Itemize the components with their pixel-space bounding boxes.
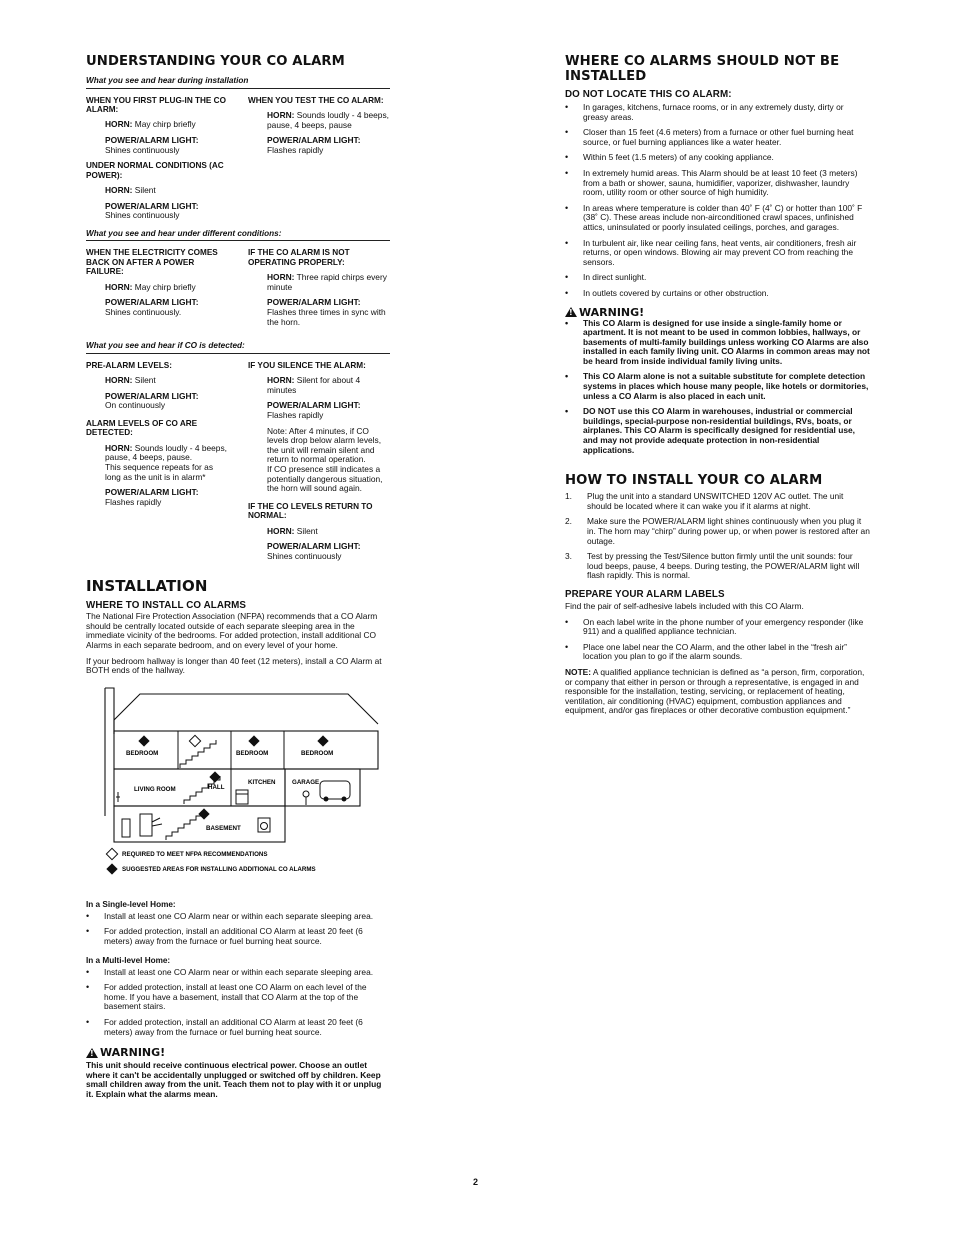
test-horn: HORN: Sounds loudly - 4 beeps, pause, 4 beeps, pause <box>267 110 389 130</box>
install-grid <box>86 96 390 221</box>
power-back-horn: HORN: May chirp briefly <box>105 281 196 292</box>
installation-title: INSTALLATION <box>86 577 208 596</box>
return-label: IF THE CO LEVELS RETURN TO NORMAL: <box>248 501 373 521</box>
list-item: • DO NOT use this CO Alarm in warehouses, industrial or commercial buildings, special-purpose non-residential buildings, RVs, boats, or airplanes. This CO Alarm is specifically designed for residential use, and may not provide adequate protection in non-residential applications. <box>565 407 870 455</box>
not-installed-warning-list <box>565 319 870 456</box>
legend-suggested-icon <box>106 863 117 874</box>
detected-col-left <box>86 361 228 562</box>
not-working-label: IF THE CO ALARM IS NOT OPERATING PROPERLY: <box>248 248 350 267</box>
labels-intro: Find the pair of self-adhesive labels included with this CO Alarm. <box>565 600 804 611</box>
bedroom-2-label: BEDROOM <box>236 749 269 757</box>
right-column <box>565 54 870 716</box>
pre-alarm-label: PRE-ALARM LEVELS: <box>86 360 172 370</box>
list-item: • In outlets covered by curtains or other obstruction. <box>565 289 870 299</box>
warning-icon <box>86 1048 98 1058</box>
list-item: • In garages, kitchens, furnace rooms, or in any extremely dusty, dirty or greasy areas. <box>565 103 870 122</box>
legend-suggested-text: SUGGESTED AREAS FOR INSTALLING ADDITIONAL CO ALARMS <box>122 865 316 873</box>
step-item: 2. Make sure the POWER/ALARM light shines continuously when you plug it in. The horn may “chirp” during power up, or when power is restored after an outage. <box>565 516 870 546</box>
conditions-grid <box>86 248 390 327</box>
normal-horn: HORN: Silent <box>105 185 156 195</box>
list-item: • In extremely humid areas. This Alarm should be at least 10 feet (3 meters) from a bath or shower, sauna, humidifier, vaporizer, dishwasher, laundry room, utility room or other source of high humidity. <box>565 169 870 198</box>
conditions-caption: What you see and hear under different conditions: <box>86 229 390 242</box>
basement-label: BASEMENT <box>206 824 241 832</box>
silence-label: IF YOU SILENCE THE ALARM: <box>248 360 366 370</box>
do-not-locate-title: DO NOT LOCATE THIS CO ALARM: <box>565 89 732 100</box>
power-back-label: WHEN THE ELECTRICITY COMES BACK ON AFTER A POWER FAILURE: <box>86 248 218 277</box>
test-light: POWER/ALARM LIGHT: Flashes rapidly <box>267 135 361 155</box>
legend-required-icon <box>106 848 117 859</box>
install-col-left <box>86 96 228 221</box>
furnace-icon <box>140 814 152 836</box>
list-item: • For added protection, install at least one CO Alarm on each level of the home. If you have a basement, install that CO Alarm at the top of the basement stairs. <box>86 983 390 1012</box>
list-item: • Within 5 feet (1.5 meters) of any cooking appliance. <box>565 153 870 163</box>
detected-col-right <box>248 361 390 562</box>
pre-alarm-light: POWER/ALARM LIGHT: On continuously <box>105 390 199 411</box>
alarm-suggested-icon <box>198 808 209 819</box>
where-install-title: WHERE TO INSTALL CO ALARMS <box>86 600 247 612</box>
labels-title: PREPARE YOUR ALARM LABELS <box>565 588 725 600</box>
single-level-list <box>86 912 390 947</box>
list-item: • Place one label near the CO Alarm, and the other label in the “fresh air” location you plan to go if the alarm sounds. <box>565 643 870 662</box>
list-item: • This CO Alarm alone is not a suitable substitute for complete detection systems in places which house many people, like hotels or dormitories, unless a CO Alarm is also placed in each unit. <box>565 372 870 401</box>
pre-alarm-horn: HORN: Silent <box>105 375 156 386</box>
grill-icon <box>303 791 309 797</box>
first-plug-label: WHEN YOU FIRST PLUG-IN THE CO ALARM: <box>86 95 226 114</box>
first-plug-light: POWER/ALARM LIGHT: Shines continuously <box>105 135 199 155</box>
kitchen-label: KITCHEN <box>248 778 276 786</box>
step-item: 1. Plug the unit into a standard UNSWITCHED 120V AC outlet. The unit should be located where it can wake you if it alarms at night. <box>565 491 844 511</box>
water-heater-icon <box>122 819 130 837</box>
multi-level-title: In a Multi-level Home: <box>86 955 171 965</box>
list-item: • Closer than 15 feet (4.6 meters) from a furnace or other fuel burning heat source, or fuel burning appliances like a water heater. <box>565 128 870 147</box>
install-caption: What you see and hear during installation <box>86 76 390 89</box>
labels-list <box>565 618 870 662</box>
alarm-suggested-icon <box>317 735 328 746</box>
not-installed-title: WHERE CO ALARMS SHOULD NOT BE INSTALLED <box>565 54 840 84</box>
list-item: • Install at least one CO Alarm near or within each separate sleeping area. <box>86 968 390 978</box>
installation-warning-heading <box>86 1046 390 1059</box>
list-item: • This CO Alarm is designed for use inside a single-family home or apartment. It is not meant to be used in common lobbies, hallways, or basements of multi-family buildings unless working CO Alarms are also installed in each family living unit. CO Alarms in common areas may not be heard from inside individual family living units. <box>565 319 870 367</box>
stove-icon <box>236 790 248 804</box>
bedroom-3-label: BEDROOM <box>301 749 334 757</box>
how-to-steps <box>565 492 870 581</box>
conditions-col-left <box>86 248 228 327</box>
not-installed-warning-heading <box>565 306 870 319</box>
detected-grid <box>86 361 390 562</box>
silence-note: Note: After 4 minutes, if CO levels drop below alarm levels, the unit will remain silent and return to normal operation. If CO presence still indicates a potentially dangerous situation, the horn will sound again. <box>267 425 383 494</box>
not-working-light: POWER/ALARM LIGHT: Flashes three times in sync with the horn. <box>267 297 386 327</box>
power-back-light: POWER/ALARM LIGHT: Shines continuously. <box>105 297 199 317</box>
silence-light: POWER/ALARM LIGHT: Flashes rapidly <box>267 400 361 420</box>
not-working-horn: HORN: Three rapid chirps every minute <box>267 272 387 292</box>
car-icon <box>320 781 350 799</box>
hall-label: HALL <box>208 783 225 791</box>
how-to-title: HOW TO INSTALL YOUR CO ALARM <box>565 473 823 489</box>
list-item: • For added protection, install an additional CO Alarm at least 20 feet (6 meters) away from the furnace or fuel burning heat source. <box>86 1018 390 1037</box>
garage-label: GARAGE <box>292 778 320 786</box>
list-item: • In direct sunlight. <box>565 273 870 283</box>
warning-icon <box>565 307 577 317</box>
left-column <box>86 54 390 1100</box>
installation-para-2: If your bedroom hallway is longer than 40 feet (12 meters), install a CO Alarm at BOTH ends of the hallway. <box>86 655 382 676</box>
warning-title: WARNING! <box>100 1046 166 1060</box>
installation-para-1: The National Fire Protection Association (NFPA) recommends that a CO Alarm should be centrally located outside of each separate sleeping area in the immediate vicinity of the bedrooms. For added protection, install additional CO Alarms in each separate bedroom, and on every level of your home. <box>86 611 378 651</box>
return-light: POWER/ALARM LIGHT: Shines continuously <box>267 541 361 561</box>
alarm-levels-light: POWER/ALARM LIGHT: Flashes rapidly <box>105 487 199 507</box>
alarm-levels-horn: HORN: Sounds loudly - 4 beeps, pause, 4 beeps, pause. This sequence repeats for as long as the unit is in alarm* <box>105 442 227 482</box>
technician-note: NOTE: A qualified appliance technician is defined as “a person, firm, corporation, or company that either in person or through a representative, is engaged in and responsible for the installation, testing, servicing, or replacement of heating, ventilation, air conditioning (HVAC) equipment, combustion appliances and equipment, and/or gas fireplaces or other decorative combustion equipment.” <box>565 666 865 716</box>
list-item: • In turbulent air, like near ceiling fans, heat vents, air conditioners, fresh air returns, or open windows. Blowing air may prevent CO from reaching the sensors. <box>565 239 870 268</box>
alarm-levels-label: ALARM LEVELS OF CO ARE DETECTED: <box>86 418 198 438</box>
living-room-label: LIVING ROOM <box>134 785 176 793</box>
single-level-title: In a Single-level Home: <box>86 899 176 909</box>
alarm-suggested-icon <box>209 771 220 782</box>
return-horn: HORN: Silent <box>267 525 318 536</box>
conditions-col-right <box>248 248 390 327</box>
install-col-right <box>248 96 390 221</box>
installation-warning-text: This unit should receive continuous electrical power. Choose an outlet where it can't be accidentally unplugged or switched off by children. Keep small children away from the unit. Teach them not to play with it or unplug it. Explain what the alarms mean. <box>86 1060 382 1099</box>
bedroom-1-label: BEDROOM <box>126 749 159 757</box>
page-number: 2 <box>473 1177 479 1187</box>
list-item: • Install at least one CO Alarm near or within each separate sleeping area. <box>86 912 390 922</box>
normal-label: UNDER NORMAL CONDITIONS (AC POWER): <box>86 161 224 180</box>
alarm-suggested-icon <box>248 735 259 746</box>
silence-horn: HORN: Silent for about 4 minutes <box>267 375 361 395</box>
test-label: WHEN YOU TEST THE CO ALARM: <box>248 95 384 105</box>
normal-light: POWER/ALARM LIGHT: Shines continuously <box>105 200 199 221</box>
alarm-suggested-icon <box>138 735 149 746</box>
detected-caption: What you see and hear if CO is detected: <box>86 341 390 354</box>
first-plug-horn: HORN: May chirp briefly <box>105 119 196 130</box>
warning-title: WARNING! <box>579 305 645 319</box>
legend-required-text: REQUIRED TO MEET NFPA RECOMMENDATIONS <box>122 850 268 858</box>
list-item: • For added protection, install an additional CO Alarm at least 20 feet (6 meters) away from the furnace or fuel burning heat source. <box>86 927 390 946</box>
alarm-required-icon <box>189 735 200 746</box>
understanding-title: UNDERSTANDING YOUR CO ALARM <box>86 54 345 69</box>
list-item: • On each label write in the phone number of your emergency responder (like 911) and a qualified appliance technician. <box>565 618 870 637</box>
house-diagram <box>100 684 400 884</box>
do-not-locate-list <box>565 103 870 299</box>
multi-level-list <box>86 968 390 1038</box>
list-item: • In areas where temperature is colder than 40˚ F (4˚ C) or hotter than 100˚ F (38˚ C). These areas include non-airconditioned crawl spaces, unfinished attics, uninsulated or poorly insulated ceilings, porches, and garages. <box>565 204 870 233</box>
step-item: 3. Test by pressing the Test/Silence button firmly until the unit sounds: four loud beeps, pause, 4 beeps. During testing, the POWER/ALARM light will flash rapidly. This is normal. <box>565 551 860 581</box>
